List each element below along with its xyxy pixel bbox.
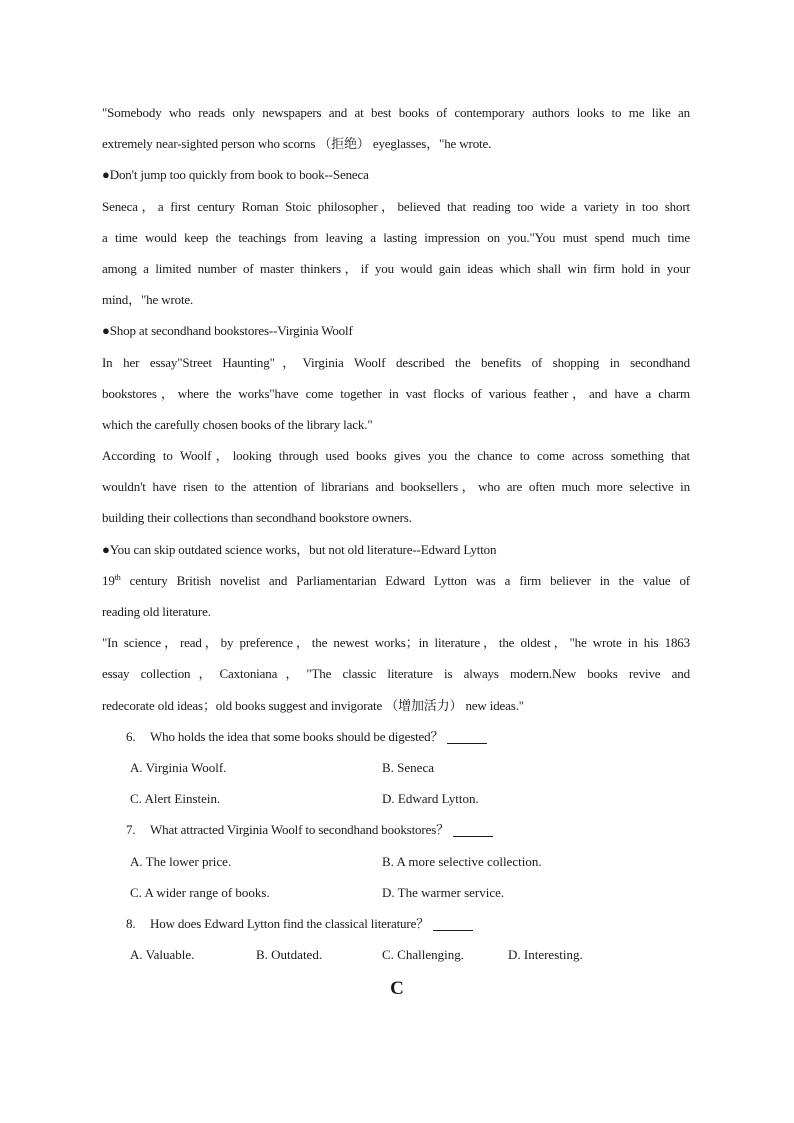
passage-line: essay collection，Caxtoniana，"The classic literature is always modern.New books revive and xyxy=(102,666,690,682)
passage-line: "In science，read，by preference，the newest works；in literature，the oldest，"he wrote in his 1863 xyxy=(102,635,690,651)
section-label: C xyxy=(390,978,404,999)
passage-line: According to Woolf，looking through used books gives you the chance to come across something that xyxy=(102,448,690,464)
answer-blank[interactable] xyxy=(447,729,487,744)
question-8 xyxy=(102,908,690,939)
question-8-options-row xyxy=(102,939,690,970)
passage-line: mind，"he wrote. xyxy=(102,292,194,308)
option-d[interactable]: D. The warmer service. xyxy=(382,884,505,900)
passage-line: reading old literature. xyxy=(102,604,211,619)
passage-line: bookstores，where the works"have come together in vast flocks of various feather，and have a charm xyxy=(102,385,690,401)
passage-line: Seneca，a first century Roman Stoic philosopher，believed that reading too wide a variety in too short xyxy=(102,198,690,214)
passage-line xyxy=(102,565,690,596)
option-b[interactable]: B. Seneca xyxy=(382,759,434,775)
answer-blank[interactable] xyxy=(453,822,493,837)
option-c[interactable]: C. A wider range of books. xyxy=(130,884,270,900)
question-number: 8. xyxy=(126,915,136,931)
question-6-options-row xyxy=(102,783,690,814)
question-text: Who holds the idea that some books should be digested？ xyxy=(150,728,444,744)
option-a[interactable]: A. Valuable. xyxy=(130,947,195,963)
passage-line: extremely near-sighted person who scorns （拒绝） eyeglasses，"he wrote. xyxy=(102,136,492,152)
option-b[interactable]: B. Outdated. xyxy=(256,947,323,963)
option-b[interactable]: B. A more selective collection. xyxy=(382,853,542,869)
option-d[interactable]: D. Interesting. xyxy=(508,947,583,963)
question-7-options-row xyxy=(102,846,690,877)
passage-line: a time would keep the teachings from leaving a lasting impression on you."You must spend much time xyxy=(102,229,690,245)
passage-heading: ●You can skip outdated science works，but not old literature--Edward Lytton xyxy=(102,541,497,557)
passage-line: wouldn't have risen to the attention of librarians and booksellers，who are often much more selective in xyxy=(102,479,690,495)
passage-line-rest: century British novelist and Parliamentarian Edward Lytton was a firm believer in the value of xyxy=(120,572,690,588)
option-a[interactable]: A. Virginia Woolf. xyxy=(130,759,227,775)
option-c[interactable]: C. Challenging. xyxy=(382,947,464,963)
passage-line: "Somebody who reads only newspapers and at best books of contemporary authors looks to me like an xyxy=(102,105,690,120)
option-a[interactable]: A. The lower price. xyxy=(130,853,232,869)
answer-blank[interactable] xyxy=(433,916,473,931)
question-6-options-row xyxy=(102,752,690,783)
passage-heading: ●Shop at secondhand bookstores--Virginia Woolf xyxy=(102,323,353,339)
question-text: How does Edward Lytton find the classical literature？ xyxy=(150,915,430,931)
question-6 xyxy=(102,721,690,752)
ordinal-superscript: th xyxy=(114,572,121,582)
question-7 xyxy=(102,814,690,845)
question-7-options-row xyxy=(102,877,690,908)
passage-heading: ●Don't jump too quickly from book to book--Seneca xyxy=(102,167,369,183)
century-number: 19 xyxy=(102,572,115,588)
passage-line: building their collections than secondhand bookstore owners. xyxy=(102,510,412,526)
option-d[interactable]: D. Edward Lytton. xyxy=(382,791,479,807)
question-text: What attracted Virginia Woolf to secondhand bookstores？ xyxy=(150,822,449,838)
option-c[interactable]: C. Alert Einstein. xyxy=(130,791,221,807)
passage-line: among a limited number of master thinkers，if you would gain ideas which shall win firm hold in your xyxy=(102,260,690,276)
passage-line: which the carefully chosen books of the library lack." xyxy=(102,416,373,432)
question-number: 6. xyxy=(126,728,136,744)
document-body xyxy=(102,97,690,970)
question-number: 7. xyxy=(126,822,136,838)
passage-line: redecorate old ideas；old books suggest and invigorate （增加活力） new ideas." xyxy=(102,697,524,713)
passage-line: In her essay"Street Haunting"，Virginia Woolf described the benefits of shopping in secondhand xyxy=(102,354,690,370)
